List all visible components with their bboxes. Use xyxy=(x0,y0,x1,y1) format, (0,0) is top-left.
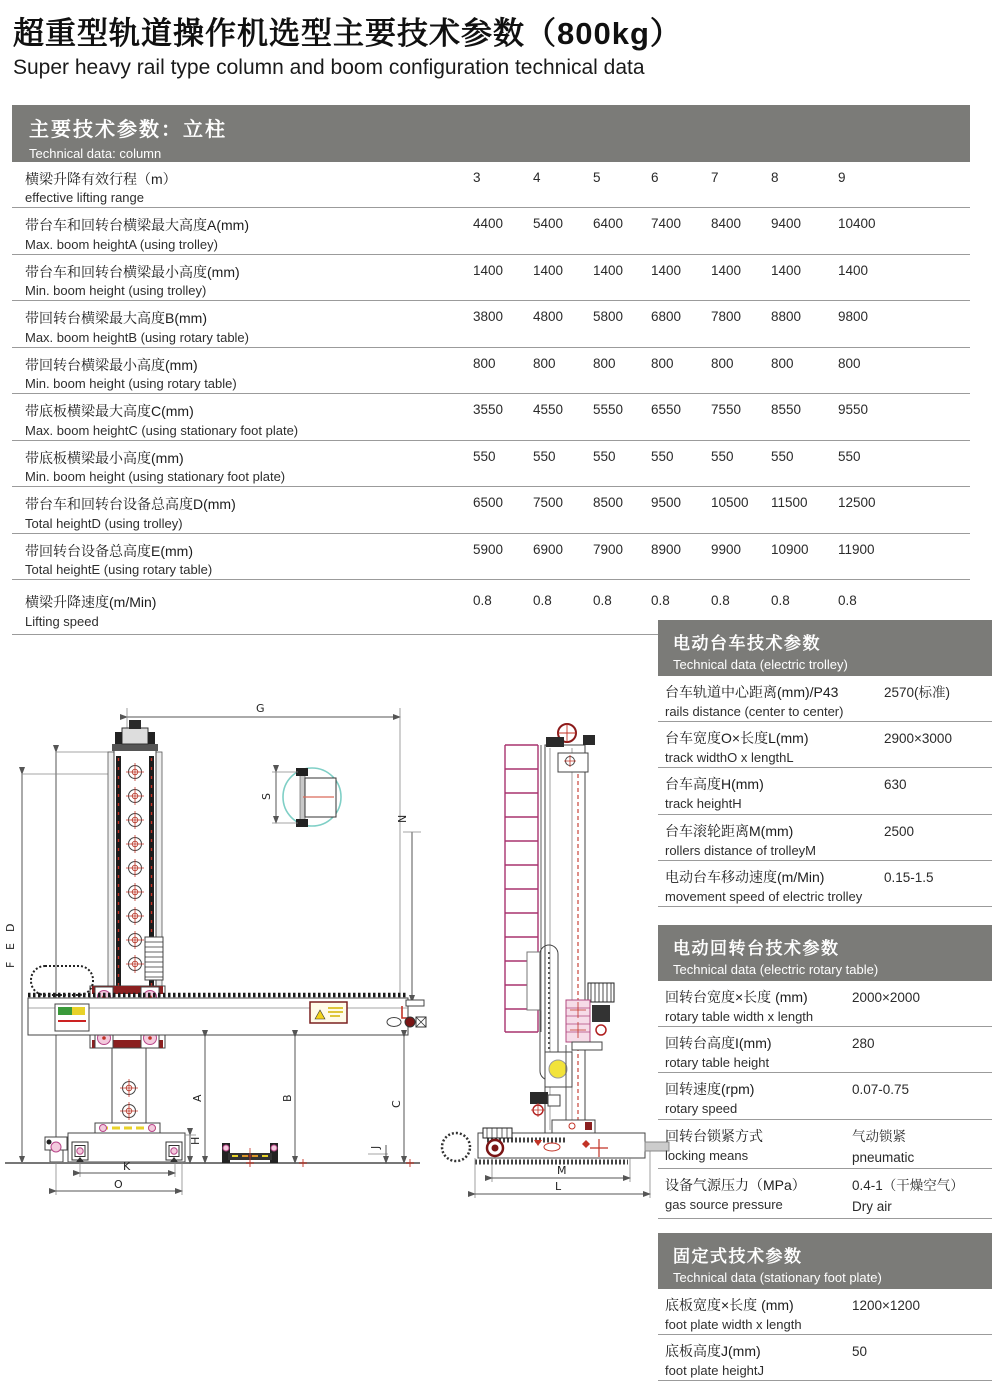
cell: 1400 xyxy=(533,262,564,278)
table-row xyxy=(658,1120,992,1170)
row-label-cn: 回转台锁紧方式 xyxy=(665,1127,763,1144)
cell: 10500 xyxy=(711,495,749,511)
row-label-en: movement speed of electric trolley xyxy=(665,888,863,904)
front-view xyxy=(442,724,669,1198)
cell: 0.8 xyxy=(533,593,552,609)
row-label-cn: 带回转台横梁最小高度(mm) xyxy=(25,356,198,373)
technical-drawing xyxy=(0,690,674,1220)
page-subtitle: Super heavy rail type column and boom configuration technical data xyxy=(13,56,645,79)
cell: 50 xyxy=(852,1344,868,1360)
cell: 5800 xyxy=(593,309,624,325)
row-label-cn: 带回转台设备总高度E(mm) xyxy=(25,542,193,559)
row-label-cn: 回转台宽度×长度 (mm) xyxy=(665,989,808,1005)
cell: 9550 xyxy=(838,402,869,418)
row-label-cn: 带台车和回转台设备总高度D(mm) xyxy=(25,496,236,513)
cell: 9 xyxy=(838,170,846,185)
cell: 800 xyxy=(593,355,616,371)
cell: 6400 xyxy=(593,216,624,232)
row-label-en: track heightH xyxy=(665,796,742,812)
cell: 1400 xyxy=(771,262,802,278)
cell: 630 xyxy=(884,777,907,793)
cell: 1400 xyxy=(593,262,624,278)
lamp-icon xyxy=(549,1060,567,1078)
row-label-cn: 回转台高度I(mm) xyxy=(665,1035,772,1052)
main-table-header xyxy=(12,105,970,162)
cell: 550 xyxy=(651,448,674,464)
dim-label-m: M xyxy=(557,1164,567,1177)
cell: 5 xyxy=(593,170,601,185)
footplate-table xyxy=(658,1233,992,1381)
cell: 0.4-1（干燥空气） xyxy=(852,1178,964,1194)
cell: 7 xyxy=(711,170,719,185)
table-row xyxy=(12,162,970,208)
table-row xyxy=(658,861,992,907)
rotary-header-en: Technical data (electric rotary table) xyxy=(673,962,879,977)
trolley-table-header xyxy=(658,620,992,676)
cell: 8900 xyxy=(651,541,682,557)
cell: 0.07-0.75 xyxy=(852,1082,910,1098)
cell: 11500 xyxy=(771,495,808,511)
row-label-cn: 台车宽度O×长度L(mm) xyxy=(665,730,809,747)
cell: 550 xyxy=(838,448,861,464)
row-label-cn: 台车高度H(mm) xyxy=(665,776,764,793)
cell: 4800 xyxy=(533,309,564,325)
cell: 2900×3000 xyxy=(884,731,952,747)
cell: 800 xyxy=(711,355,734,371)
table-row xyxy=(658,768,992,814)
cell: 0.8 xyxy=(771,593,790,609)
table-row xyxy=(658,815,992,861)
cell: 7500 xyxy=(533,495,564,511)
cell: 550 xyxy=(711,448,734,464)
cell: 4 xyxy=(533,170,541,185)
row-label-cn: 带台车和回转台横梁最小高度(mm) xyxy=(25,263,240,280)
dim-label-g: G xyxy=(256,702,265,715)
cell: 气动锁紧 xyxy=(852,1128,906,1144)
cell: 12500 xyxy=(838,495,876,511)
row-label-en: foot plate heightJ xyxy=(665,1363,765,1379)
foot-plate-view xyxy=(222,1143,278,1164)
cell: 3800 xyxy=(473,309,504,325)
cell: 7900 xyxy=(593,541,624,557)
row-label-cn: 横梁升降有效行程（m） xyxy=(25,171,177,187)
dim-label-f: F xyxy=(4,961,17,968)
cell: 800 xyxy=(771,355,794,371)
trolley-table xyxy=(658,620,992,907)
row-label-en: rollers distance of trolleyM xyxy=(665,842,816,858)
row-label-en: rails distance (center to center) xyxy=(665,704,844,719)
dim-label-a: A xyxy=(191,1094,204,1102)
cell: 4400 xyxy=(473,216,504,232)
table-row xyxy=(12,441,970,487)
table-row xyxy=(658,1169,992,1219)
dim-label-n: N xyxy=(396,814,409,823)
row-label-cn: 横梁升降速度(m/Min) xyxy=(25,594,157,611)
row-label-cn: 电动台车移动速度(m/Min) xyxy=(665,868,825,885)
cell: 1400 xyxy=(473,262,504,278)
cell: 0.8 xyxy=(711,593,730,609)
cell: 800 xyxy=(651,355,674,371)
brand-label xyxy=(55,1004,89,1031)
base-trolley xyxy=(45,1133,185,1162)
cell: 6500 xyxy=(473,495,504,511)
row-label-cn: 带底板横梁最小高度(mm) xyxy=(25,449,184,466)
row-label-cn: 带台车和回转台横梁最大高度A(mm) xyxy=(25,217,249,234)
cell: 0.8 xyxy=(593,593,612,609)
row-label-en: rotary table width x length xyxy=(665,1009,814,1024)
row-label-en: rotary table height xyxy=(665,1055,770,1071)
row-label-en: rotary speed xyxy=(665,1101,738,1117)
trolley-header-en: Technical data (electric trolley) xyxy=(673,657,848,672)
rotary-table xyxy=(658,925,992,1219)
row-label-en: Total heightE (using rotary table) xyxy=(25,562,213,578)
table-row xyxy=(12,301,970,347)
table-row xyxy=(658,1335,992,1381)
row-label-en: Max. boom heightC (using stationary foot plate) xyxy=(25,422,299,438)
detail-circle-s xyxy=(260,768,341,827)
cell: 2000×2000 xyxy=(852,990,920,1005)
cell: 2570(标准) xyxy=(884,685,951,700)
row-label-en: Min. boom height (using rotary table) xyxy=(25,376,237,392)
main-table-header-cn: 主要技术参数：立柱 xyxy=(29,119,227,141)
footplate-header-cn: 固定式技术参数 xyxy=(673,1247,803,1266)
cell: 550 xyxy=(593,448,616,464)
table-row xyxy=(12,348,970,394)
main-table xyxy=(12,105,970,635)
cell: 8500 xyxy=(593,495,624,511)
cell: 11900 xyxy=(838,541,875,557)
dim-label-l: L xyxy=(555,1180,562,1193)
cell: Dry air xyxy=(852,1199,892,1215)
cell: 550 xyxy=(771,448,794,464)
pendant-box xyxy=(527,952,541,1010)
table-row xyxy=(12,255,970,301)
cell: 6 xyxy=(651,170,659,185)
page-title: 超重型轨道操作机选型主要技术参数（800kg） xyxy=(13,16,682,51)
lift-drive xyxy=(145,937,163,980)
table-row xyxy=(12,208,970,254)
footplate-header-en: Technical data (stationary foot plate) xyxy=(673,1270,882,1285)
cable-chain xyxy=(31,966,93,995)
dim-label-d: D xyxy=(4,923,17,932)
cell: 9900 xyxy=(711,541,742,557)
cell: 9800 xyxy=(838,309,869,325)
cell: 7800 xyxy=(711,309,742,325)
row-label-cn: 带回转台横梁最大高度B(mm) xyxy=(25,310,207,327)
cell: 9400 xyxy=(771,216,802,232)
cell: 550 xyxy=(473,448,496,464)
footplate-table-header xyxy=(658,1233,992,1289)
cell: 4550 xyxy=(533,402,564,418)
cell: 800 xyxy=(838,355,861,371)
dim-label-h: H xyxy=(189,1136,202,1145)
lamp-box xyxy=(545,1052,572,1087)
cell: 5550 xyxy=(593,402,624,418)
row-label-en: Min. boom height (using trolley) xyxy=(25,283,207,299)
cell: 280 xyxy=(852,1036,875,1052)
cell: 7550 xyxy=(711,402,742,418)
cell: 10400 xyxy=(838,216,876,232)
warning-sticker xyxy=(310,1002,347,1023)
dim-label-k: K xyxy=(123,1160,131,1173)
cell: 0.8 xyxy=(838,593,857,609)
cell: 6550 xyxy=(651,402,682,418)
cell: 800 xyxy=(473,355,496,371)
row-label-cn: 带底板横梁最大高度C(mm) xyxy=(25,403,194,420)
cell: 6900 xyxy=(533,541,564,557)
cell: 0.8 xyxy=(473,593,492,609)
column-lower xyxy=(95,1048,160,1133)
row-label-en: effective lifting range xyxy=(25,190,144,206)
table-row xyxy=(12,534,970,580)
row-label-en: Total heightD (using trolley) xyxy=(25,515,183,531)
cell: 5400 xyxy=(533,216,564,232)
dim-label-c: C xyxy=(390,1100,403,1108)
row-label-en: gas source pressure xyxy=(665,1197,783,1213)
rotary-table-header xyxy=(658,925,992,981)
row-label-cn: 回转速度(rpm) xyxy=(665,1081,755,1098)
cell: 8400 xyxy=(711,216,742,232)
row-label-cn: 底板宽度×长度 (mm) xyxy=(665,1297,794,1313)
dim-label-b: B xyxy=(281,1094,294,1102)
table-row xyxy=(658,722,992,768)
row-label-en: Max. boom heightB (using rotary table) xyxy=(25,329,249,345)
rotary-header-cn: 电动回转台技术参数 xyxy=(673,939,840,958)
table-row xyxy=(658,676,992,722)
column-upper xyxy=(108,720,163,1000)
cell: 1400 xyxy=(711,262,742,278)
row-label-en: Lifting speed xyxy=(25,613,99,629)
dim-label-e: E xyxy=(4,943,17,950)
cell: 550 xyxy=(533,448,556,464)
cell: 0.8 xyxy=(651,593,670,609)
row-label-en: Min. boom height (using stationary foot plate) xyxy=(25,469,286,485)
side-view xyxy=(4,702,426,1195)
table-row xyxy=(658,1027,992,1073)
cell: 9500 xyxy=(651,495,682,511)
row-label-en: locking means xyxy=(665,1147,749,1163)
cell: 5900 xyxy=(473,541,504,557)
cell: 2500 xyxy=(884,823,915,839)
table-row xyxy=(658,1073,992,1119)
trolley-header-cn: 电动台车技术参数 xyxy=(673,634,821,653)
base-trolley-front xyxy=(442,1128,669,1162)
cell: 8550 xyxy=(771,402,802,418)
dim-label-s: S xyxy=(260,793,273,800)
boom xyxy=(28,966,426,1035)
row-label-en: track widthO x lengthL xyxy=(665,750,794,766)
table-row xyxy=(12,394,970,440)
row-label-cn: 底板高度J(mm) xyxy=(665,1343,761,1360)
dim-label-j: J xyxy=(369,1145,382,1149)
cell: 3550 xyxy=(473,402,504,418)
cell: pneumatic xyxy=(852,1149,915,1165)
cell: 8 xyxy=(771,170,779,185)
main-table-header-en: Technical data: column xyxy=(29,146,162,161)
cell: 10900 xyxy=(771,541,809,557)
cell: 0.15-1.5 xyxy=(884,869,934,885)
cell: 800 xyxy=(533,355,556,371)
cell: 8800 xyxy=(771,309,802,325)
cell: 1400 xyxy=(838,262,869,278)
row-label-en: Max. boom heightA (using trolley) xyxy=(25,236,218,252)
cell: 1400 xyxy=(651,262,682,278)
cell: 3 xyxy=(473,170,481,185)
cell: 1200×1200 xyxy=(852,1298,920,1313)
table-row xyxy=(658,1289,992,1335)
row-label-cn: 台车滚轮距离M(mm) xyxy=(665,822,794,839)
table-row xyxy=(658,981,992,1027)
row-label-en: foot plate width x length xyxy=(665,1317,802,1332)
dim-label-o: O xyxy=(114,1178,123,1191)
row-label-cn: 设备气源压力（MPa） xyxy=(665,1177,806,1194)
cell: 7400 xyxy=(651,216,682,232)
table-row xyxy=(12,487,970,533)
row-label-cn: 台车轨道中心距离(mm)/P43 xyxy=(665,684,839,700)
cell: 6800 xyxy=(651,309,682,325)
